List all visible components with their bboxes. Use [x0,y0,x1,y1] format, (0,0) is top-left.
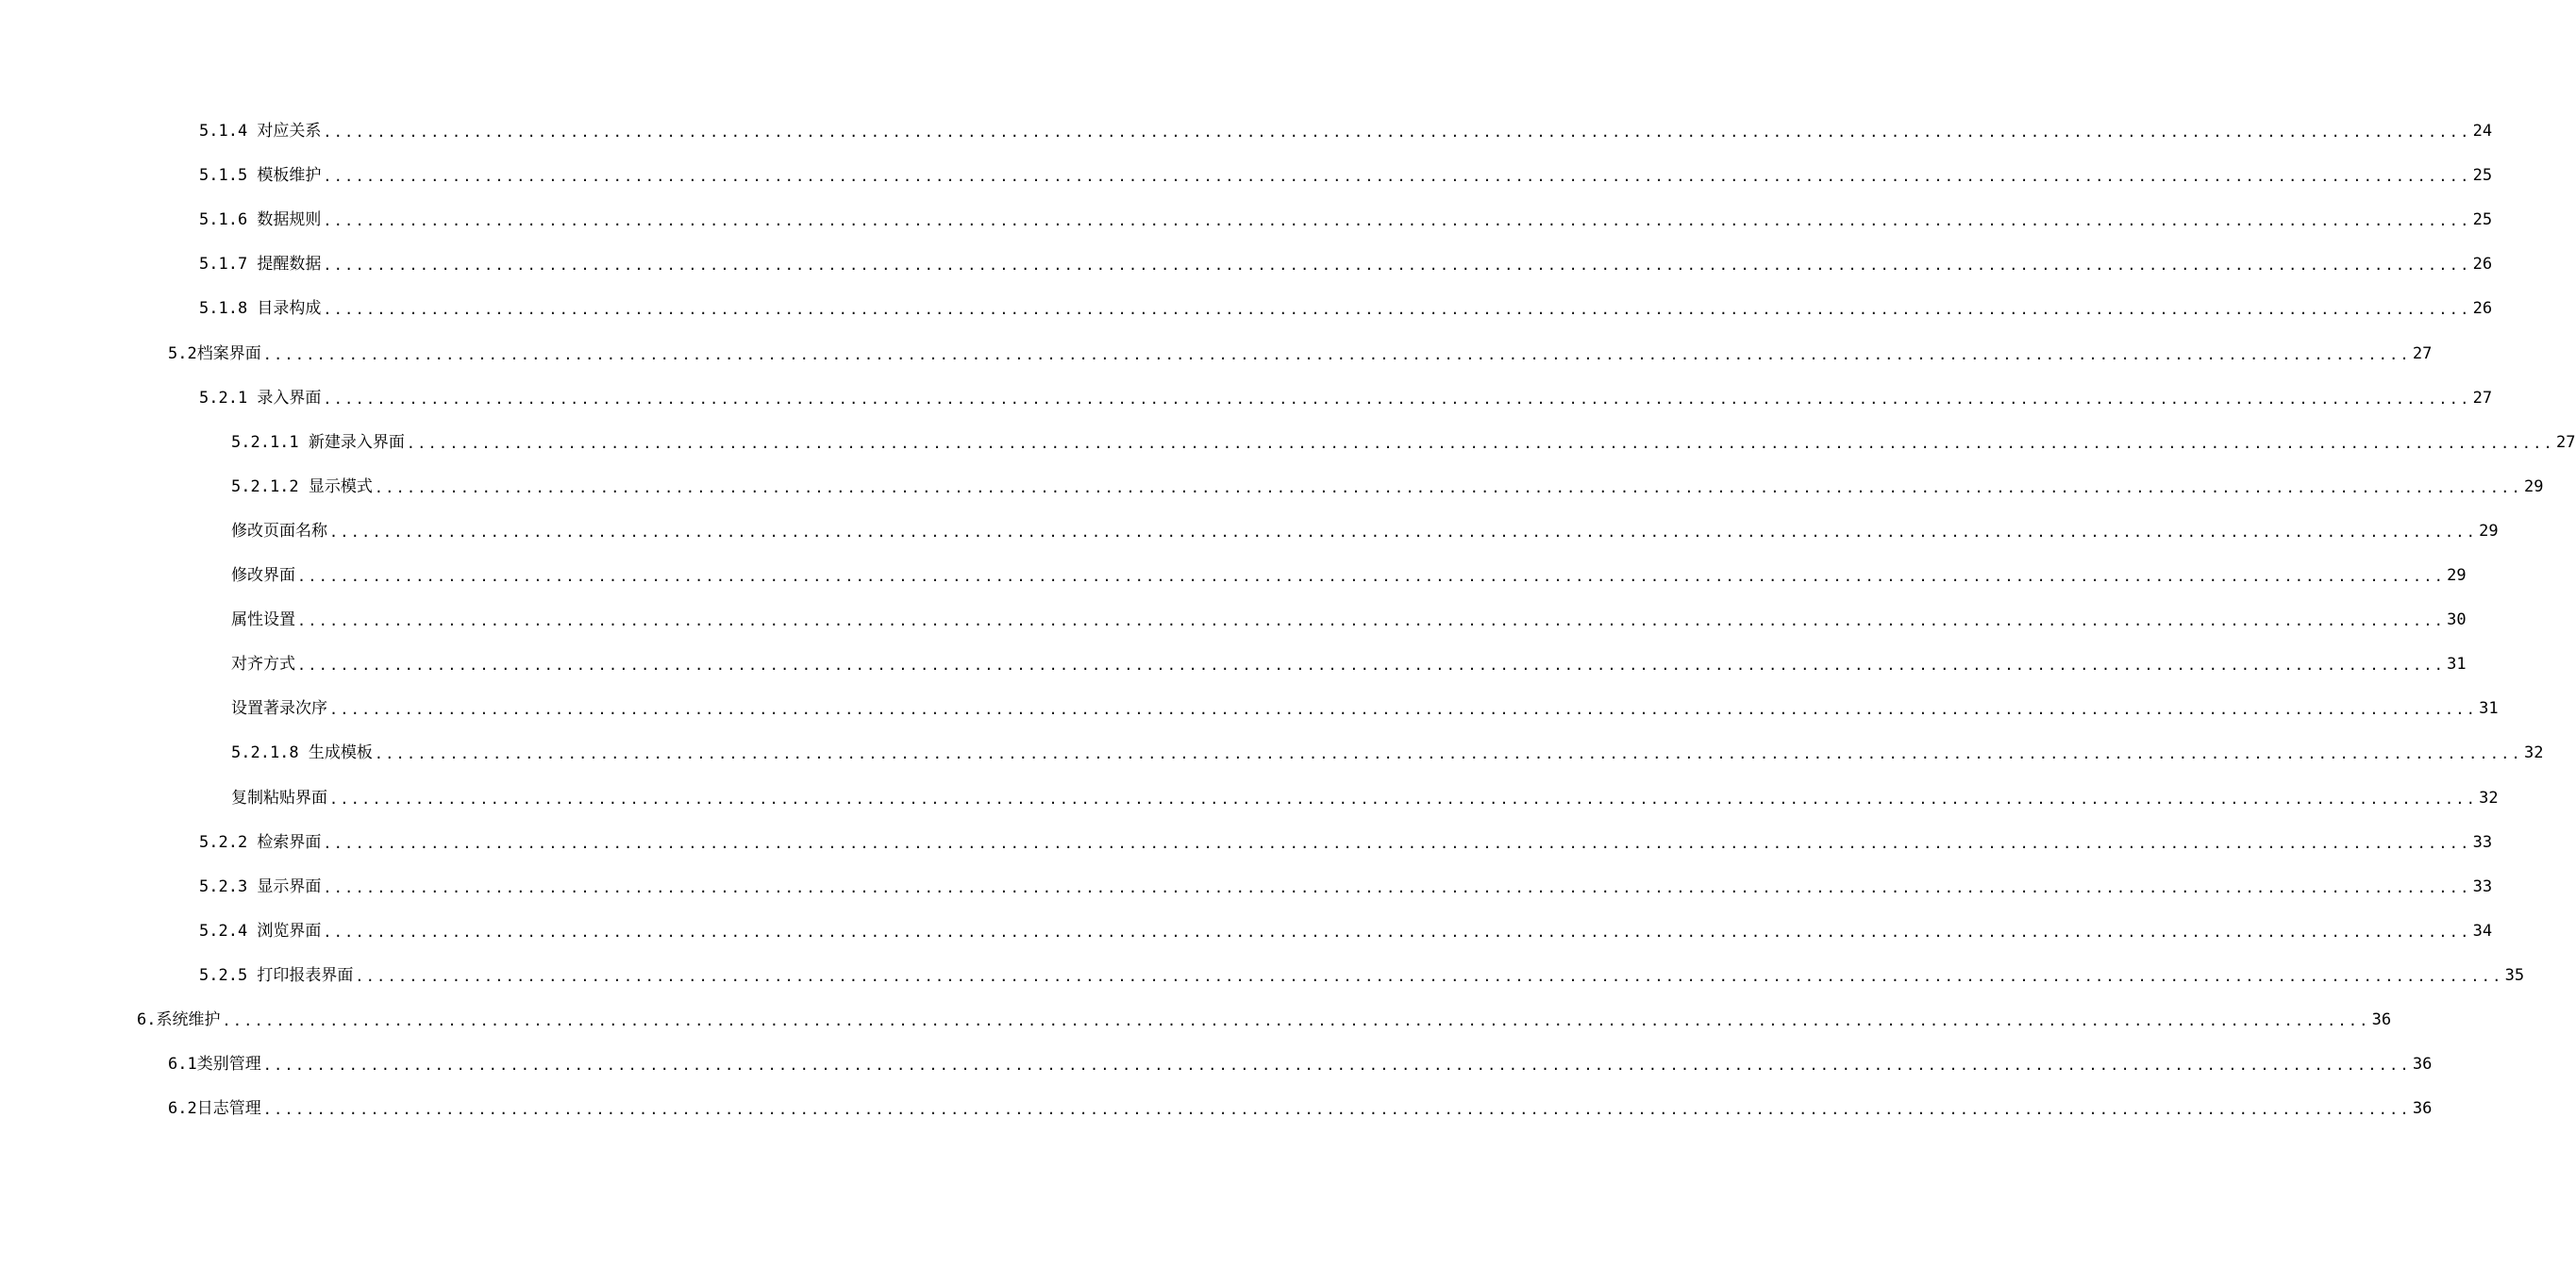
toc-entry[interactable] [231,561,2467,586]
toc-dot-leader: ........................................................................................................................................................................................................ [262,1057,2411,1074]
toc-dot-leader: ........................................................................................................................................................................................................ [323,257,2471,274]
toc-entry[interactable] [231,784,2499,809]
toc-dot-leader: ........................................................................................................................................................................................................ [323,835,2471,852]
toc-entry[interactable] [168,1094,2433,1119]
toc-entry-page-number: 27 [2412,344,2433,363]
toc-entry[interactable] [199,961,2525,986]
toc-dot-leader: ........................................................................................................................................................................................................ [297,612,2446,629]
toc-entry-title: 6.系统维护 [137,1010,221,1029]
toc-entry-title: 5.1.4 对应关系 [199,122,322,141]
toc-entry[interactable] [199,294,2493,319]
toc-entry-title: 设置著录次序 [231,699,327,718]
toc-entry[interactable] [231,650,2467,675]
toc-entry-page-number: 36 [2412,1055,2433,1074]
toc-entry[interactable] [199,873,2493,897]
toc-entry[interactable] [199,828,2493,853]
toc-entry-page-number: 33 [2472,877,2493,896]
toc-entry-title: 对齐方式 [231,655,295,674]
toc-entry-page-number: 31 [2447,655,2467,674]
toc-dot-leader: ........................................................................................................................................................................................................ [222,1012,2370,1029]
toc-entry-page-number: 30 [2447,610,2467,629]
toc-entry-page-number: 34 [2472,922,2493,941]
toc-dot-leader: ........................................................................................................................................................................................................ [323,301,2471,318]
toc-entry-page-number: 29 [2524,477,2544,496]
toc-entry-page-number: 25 [2472,166,2493,185]
toc-entry[interactable] [199,384,2493,409]
toc-entry-page-number: 29 [2447,566,2467,585]
toc-entry-page-number: 25 [2472,210,2493,229]
toc-dot-leader: ........................................................................................................................................................................................................ [374,745,2523,762]
toc-entry[interactable] [199,161,2493,186]
toc-entry-page-number: 27 [2472,389,2493,408]
toc-entry-page-number: 26 [2472,299,2493,318]
toc-entry-title: 5.2.3 显示界面 [199,877,322,896]
toc-entry-page-number: 33 [2472,833,2493,852]
toc-dot-leader: ........................................................................................................................................................................................................ [355,968,2503,985]
toc-dot-leader: ........................................................................................................................................................................................................ [323,212,2471,229]
toc-entry-page-number: 35 [2504,966,2525,985]
toc-entry-page-number: 24 [2472,122,2493,141]
toc-entry-page-number: 26 [2472,255,2493,274]
toc-dot-leader: ........................................................................................................................................................................................................ [329,701,2478,718]
toc-dot-leader: ........................................................................................................................................................................................................ [262,1101,2411,1118]
toc-entry-title: 5.2.4 浏览界面 [199,922,322,941]
toc-entry[interactable] [231,517,2499,542]
toc-entry-title: 修改页面名称 [231,522,327,541]
toc-dot-leader: ........................................................................................................................................................................................................ [262,346,2411,363]
toc-entry-title: 5.2.5 打印报表界面 [199,966,354,985]
toc-entry-title: 复制粘贴界面 [231,789,327,808]
toc-dot-leader: ........................................................................................................................................................................................................ [297,568,2446,585]
toc-entry[interactable] [231,739,2544,763]
toc-entry[interactable] [168,340,2433,364]
toc-entry[interactable] [231,428,2576,453]
toc-entry-page-number: 29 [2479,522,2499,541]
toc-entry-title: 5.2档案界面 [168,344,261,363]
toc-entry-title: 5.1.6 数据规则 [199,210,322,229]
toc-entry-title: 5.2.2 检索界面 [199,833,322,852]
toc-entry-title: 5.1.8 目录构成 [199,299,322,318]
toc-dot-leader: ........................................................................................................................................................................................................ [374,479,2523,496]
toc-entry-title: 5.2.1.8 生成模板 [231,743,373,762]
toc-entry[interactable] [199,917,2493,942]
toc-entry-title: 6.2日志管理 [168,1099,261,1118]
toc-entry-page-number: 36 [2371,1010,2392,1029]
toc-entry-title: 5.1.5 模板维护 [199,166,322,185]
toc-dot-leader: ........................................................................................................................................................................................................ [406,435,2555,452]
toc-dot-leader: ........................................................................................................................................................................................................ [323,124,2471,141]
toc-entry-page-number: 32 [2479,789,2499,808]
toc-entry[interactable] [168,1050,2433,1075]
toc-entry-page-number: 32 [2524,743,2544,762]
toc-dot-leader: ........................................................................................................................................................................................................ [323,168,2471,185]
toc-entry[interactable] [137,1006,2392,1030]
toc-entry-title: 5.2.1.1 新建录入界面 [231,433,405,452]
toc-entry[interactable] [199,117,2493,142]
toc-dot-leader: ........................................................................................................................................................................................................ [323,879,2471,896]
toc-dot-leader: ........................................................................................................................................................................................................ [329,791,2478,808]
toc-dot-leader: ........................................................................................................................................................................................................ [329,524,2478,541]
toc-entry-title: 修改界面 [231,566,295,585]
toc-entry-page-number: 36 [2412,1099,2433,1118]
toc-entry[interactable] [231,606,2467,630]
toc-entry[interactable] [231,473,2544,497]
toc-entry-title: 5.2.1.2 显示模式 [231,477,373,496]
toc-dot-leader: ........................................................................................................................................................................................................ [323,391,2471,408]
toc-dot-leader: ........................................................................................................................................................................................................ [323,924,2471,941]
toc-entry[interactable] [231,694,2499,719]
toc-entry[interactable] [199,206,2493,230]
toc-entry-title: 6.1类别管理 [168,1055,261,1074]
toc-entry-title: 5.1.7 提醒数据 [199,255,322,274]
toc-entry-title: 5.2.1 录入界面 [199,389,322,408]
toc-entry-title: 属性设置 [231,610,295,629]
toc-dot-leader: ........................................................................................................................................................................................................ [297,657,2446,674]
toc-entry-page-number: 27 [2556,433,2576,452]
toc-entry[interactable] [199,250,2493,275]
toc-entry-page-number: 31 [2479,699,2499,718]
